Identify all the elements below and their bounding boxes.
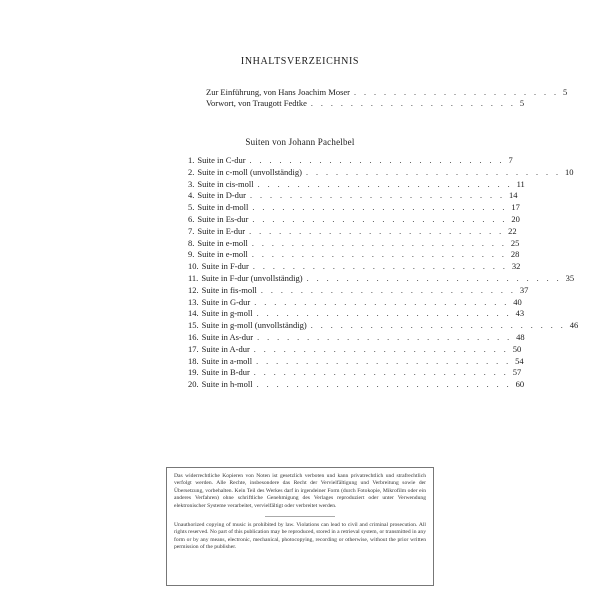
entry-page: 10 [564,166,574,177]
leader-dots: . . . . . . . . . . . . . . . . . . . . . . . . . . [254,297,510,307]
entry-page: 17 [511,202,520,213]
entry-number: 16. [188,331,199,342]
entry-page: 32 [511,261,521,272]
toc-entry [188,155,513,167]
entry-number: 2. [188,166,195,177]
entry-label: Suite in B-dur [201,367,250,378]
entry-page: 50 [512,343,522,354]
toc-entry [188,331,525,344]
toc-entry [188,343,522,356]
entry-page: 35 [565,272,575,283]
leader-dots: . . . . . . . . . . . . . . . . . . . . . . . . . . [249,156,505,165]
toc-entry [188,225,517,238]
entry-page: 37 [519,284,529,295]
entry-label: Suite in e-moll [197,249,248,260]
toc-entry [188,320,579,332]
entry-number: 10. [188,261,199,272]
entry-page: 11 [516,178,525,189]
entry-number: 8. [188,237,195,248]
entry-label: Suite in e-moll [197,237,248,248]
toc-entry [188,367,522,379]
notice-english: Unauthorized copying of music is prohibited by law. Violations can lead to civil and criminal prosecution. All rights reserved. No part of this publication may be reproduced, stored in a retrieval system, or transmitted in any form or by any means, electronic, mechanical, photocopying, recording or otherwise, without the prior written permission of the publisher. [174,522,426,551]
leader-dots: . . . . . . . . . . . . . . . . . . . . . . . . . . [253,344,509,354]
toc-entry [188,296,522,309]
leader-dots: . . . . . . . . . . . . . . . . . . . . . . . . . . [252,262,508,272]
entry-page: 25 [510,237,520,248]
leader-dots: . . . . . . . . . . . . . . . . . . . . . . . . . . [249,226,505,236]
entry-page: 60 [515,379,525,390]
entry-label: Suite in F-dur [201,261,249,272]
notice-german: Das widerrechtliche Kopieren von Noten ist gesetzlich verboten und kann privatrechtlich und strafrechtlich verfolgt werden. Alle Rechte, insbesondere das Recht der Vervielfältigung und Verbreitung sowie der Übersetzung, vorbehalten. Kein Teil des Werkes darf in irgendeiner Form (durch Fotokopie, Mikrofilm oder ein anderes Verfahren) ohne schriftliche Genehmigung des Verlages reproduziert oder unter Verwendung elektronischer Systeme verarbeitet, vervielfältigt oder verbreitet werden. [174,473,426,509]
entry-page: 7 [508,155,513,165]
leader-dots: . . . . . . . . . . . . . . . . . . . . . . . . . . [256,356,512,366]
entry-page: 5 [519,98,525,108]
toc-entry [188,166,574,179]
entry-label: Suite in As-dur [201,331,254,342]
entry-page: 20 [511,213,520,224]
entry-number: 19. [188,367,199,378]
entry-label: Suite in g-moll [201,308,253,319]
entry-label: Suite in g-moll (unvollständig) [201,320,307,331]
entry-label: Suite in Es-dur [197,213,249,224]
entry-number: 5. [188,202,195,213]
leader-dots: . . . . . . . . . . . . . . . . . . . . . . . . . . [260,285,516,295]
entry-page: 54 [515,355,524,366]
intro-entries [206,87,568,109]
entry-page: 28 [510,249,520,260]
entry-number: 4. [188,190,195,201]
leader-dots: . . . . . . . . . . . . . . . . . . . . . . . . . . [305,167,561,177]
entry-label: Suite in E-dur [197,225,246,236]
entry-number: 17. [188,343,199,354]
leader-dots: . . . . . . . . . . . . . . . . . . . . . [310,99,516,108]
entry-label: Suite in G-dur [201,296,251,307]
entry-page: 43 [515,308,525,319]
entry-page: 46 [569,320,579,331]
toc-entry [206,98,525,109]
entry-label: Suite in C-dur [197,155,246,165]
leader-dots: . . . . . . . . . . . . . . . . . . . . . . . . . . [310,321,566,331]
entry-number: 9. [188,249,195,260]
leader-dots: . . . . . . . . . . . . . . . . . . . . . . . . . . [306,273,562,283]
leader-dots: . . . . . . . . . . . . . . . . . . . . . . . . . . [256,309,512,319]
toc-entry [188,284,529,297]
entry-number: 18. [188,355,199,366]
entry-page: 14 [509,190,518,201]
entry-page: 5 [563,87,568,97]
entry-label: Zur Einführung, von Hans Joachim Moser [206,87,351,97]
entry-number: 12. [188,284,199,295]
entry-page: 22 [508,225,517,236]
toc-entry [188,355,524,368]
leader-dots: . . . . . . . . . . . . . . . . . . . . . . . . . . [250,191,506,201]
entry-label: Suite in h-moll [201,379,253,390]
entry-number: 13. [188,296,199,307]
toc-entry [188,213,520,226]
entry-label: Suite in F-dur (unvollständig) [201,272,303,283]
entry-number: 3. [188,178,195,189]
leader-dots: . . . . . . . . . . . . . . . . . . . . . . . . . . [256,380,512,390]
toc-entry [188,261,521,273]
entry-label: Vorwort, von Traugott Fedtke [206,98,307,108]
entry-number: 20. [188,379,199,390]
entry-label: Suite in c-moll (unvollständig) [197,166,302,177]
leader-dots: . . . . . . . . . . . . . . . . . . . . . . . . . . [253,368,509,378]
entry-label: Suite in fis-moll [201,284,257,295]
copyright-notice [166,467,434,586]
entry-label: Suite in D-dur [197,190,247,201]
entry-label: Suite in a-moll [201,355,253,366]
entry-label: Suite in A-dur [201,343,250,354]
leader-dots: . . . . . . . . . . . . . . . . . . . . . . . . . . [251,250,507,260]
toc-entry [188,379,525,391]
leader-dots: . . . . . . . . . . . . . . . . . . . . . . . . . . [252,214,508,224]
toc-entry [206,87,568,98]
toc-entry [188,308,525,320]
entry-number: 7. [188,225,195,236]
entry-number: 6. [188,213,195,224]
leader-dots: . . . . . . . . . . . . . . . . . . . . . . . . . . [257,332,513,342]
entry-label: Suite in d-moll [197,202,249,213]
page-title: INHALTSVERZEICHNIS [240,56,360,67]
leader-dots: . . . . . . . . . . . . . . . . . . . . . [354,88,560,97]
leader-dots: . . . . . . . . . . . . . . . . . . . . . . . . . . [252,203,508,213]
entry-number: 15. [188,320,199,331]
toc-entry [188,237,520,250]
toc-entry [188,190,518,202]
leader-dots: . . . . . . . . . . . . . . . . . . . . . . . . . . [257,179,513,189]
notice-divider [265,516,335,517]
suites-list [188,155,579,391]
entry-page: 57 [512,367,522,378]
entry-label: Suite in cis-moll [197,178,254,189]
leader-dots: . . . . . . . . . . . . . . . . . . . . . . . . . . [251,238,507,248]
entry-page: 40 [513,296,522,307]
toc-entry [188,272,575,285]
toc-entry [188,202,520,214]
toc-entry [188,178,525,191]
section-heading: Suiten von Johann Pachelbel [245,137,355,147]
entry-page: 48 [516,331,525,342]
entry-number: 11. [188,272,199,283]
toc-entry [188,249,520,261]
entry-number: 14. [188,308,199,319]
entry-number: 1. [188,155,195,165]
